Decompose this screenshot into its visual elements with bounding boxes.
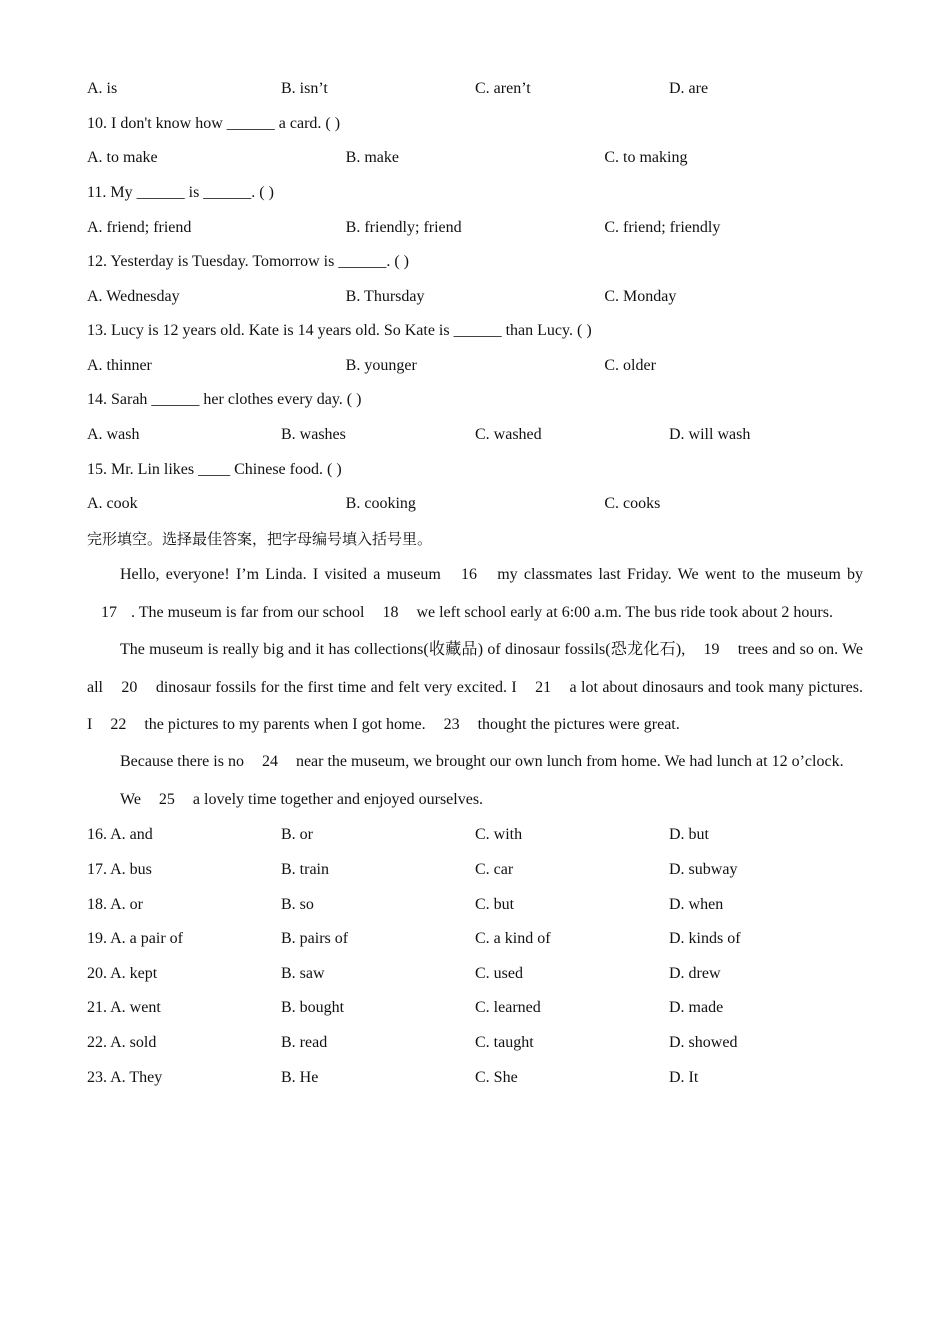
option: 19. A. a pair of <box>87 930 183 948</box>
option: D. but <box>669 826 709 844</box>
option: C. Monday <box>604 287 677 305</box>
passage-text: trees and so on. We all <box>87 641 863 696</box>
option: C. but <box>475 895 515 913</box>
option: D. when <box>669 895 724 913</box>
options-row-q9 <box>87 72 863 107</box>
options-row-q15 <box>87 487 863 522</box>
option: B. or <box>281 826 313 844</box>
option: C. used <box>475 964 523 982</box>
passage-text: my classmates last Friday. We went to the museum by <box>491 566 863 584</box>
blank-21: 21 <box>535 678 552 696</box>
option: B. He <box>281 1068 319 1086</box>
option: 17. A. bus <box>87 861 152 879</box>
options-row-q13 <box>87 349 863 384</box>
question-stem-11: 11. My ______ is ______. ( ) <box>87 183 274 201</box>
options-row-q17 <box>87 853 863 888</box>
options-row-q11 <box>87 210 863 245</box>
option: 18. A. or <box>87 895 143 913</box>
option: C. older <box>604 357 656 375</box>
option: D. made <box>669 999 724 1017</box>
option: A. thinner <box>87 357 152 375</box>
cloze-paragraph-3 <box>87 743 863 780</box>
option: B. Thursday <box>345 287 425 305</box>
option: B. friendly; friend <box>345 218 462 236</box>
question-stem-12: 12. Yesterday is Tuesday. Tomorrow is ______. ( ) <box>87 252 409 270</box>
option: C. cooks <box>604 495 661 513</box>
option: B. make <box>345 149 399 167</box>
passage-text: Hello, everyone! I’m Linda. I visited a museum <box>120 566 448 584</box>
options-row-q19 <box>87 922 863 957</box>
option: B. read <box>281 1034 328 1052</box>
options-row-q18 <box>87 887 863 922</box>
blank-18: 18 <box>382 603 399 621</box>
blank-23: 23 <box>443 715 460 733</box>
passage-text: the pictures to my parents when I got home. <box>140 715 430 733</box>
option: A. wash <box>87 426 140 444</box>
option: A. friend; friend <box>87 218 192 236</box>
question-stem-15: 15. Mr. Lin likes ____ Chinese food. ( ) <box>87 460 342 478</box>
options-row-q16 <box>87 818 863 853</box>
option: B. pairs of <box>281 930 349 948</box>
question-stem-14: 14. Sarah ______ her clothes every day. ( ) <box>87 391 362 409</box>
blank-22: 22 <box>110 715 127 733</box>
option: C. taught <box>475 1034 534 1052</box>
question-stem-13: 13. Lucy is 12 years old. Kate is 14 years old. So Kate is ______ than Lucy. ( ) <box>87 322 592 340</box>
options-row-q22 <box>87 1026 863 1061</box>
passage-text: . The museum is far from our school <box>131 603 369 621</box>
section-heading: 完形填空。选择最佳答案，把字母编号填入括号里。 <box>87 529 433 548</box>
option: C. to making <box>604 149 688 167</box>
option: B. isn’t <box>281 80 328 98</box>
options-row-q21 <box>87 991 863 1026</box>
options-row-q23 <box>87 1060 863 1095</box>
option: 21. A. went <box>87 999 161 1017</box>
option: D. kinds of <box>669 930 741 948</box>
option: D. will wash <box>669 426 751 444</box>
option: B. saw <box>281 964 325 982</box>
options-row-q20 <box>87 957 863 992</box>
question-stem-10: 10. I don't know how ______ a card. ( ) <box>87 114 341 132</box>
option: D. It <box>669 1068 699 1086</box>
options-row-q10 <box>87 141 863 176</box>
blank-16: 16 <box>461 566 478 584</box>
option: 20. A. kept <box>87 964 158 982</box>
option: C. aren’t <box>475 80 531 98</box>
passage-text: thought the pictures were great. <box>473 715 680 733</box>
option: 23. A. They <box>87 1068 163 1086</box>
option: C. with <box>475 826 523 844</box>
option: D. drew <box>669 964 721 982</box>
cloze-paragraph-4 <box>87 781 863 818</box>
blank-24: 24 <box>261 753 278 771</box>
option: B. so <box>281 895 314 913</box>
options-row-q12 <box>87 280 863 315</box>
option: D. are <box>669 80 709 98</box>
option: D. showed <box>669 1034 738 1052</box>
option: C. learned <box>475 999 541 1017</box>
option: C. washed <box>475 426 542 444</box>
blank-25: 25 <box>158 790 175 808</box>
passage-text: Because there is no <box>120 753 248 771</box>
passage-text: We <box>120 790 145 808</box>
option: C. a kind of <box>475 930 551 948</box>
option: D. subway <box>669 861 738 879</box>
option: B. bought <box>281 999 345 1017</box>
options-row-q14 <box>87 418 863 453</box>
passage-text: near the museum, we brought our own lunch from home. We had lunch at 12 o’clock. <box>291 753 844 771</box>
passage-text: dinosaur fossils for the first time and felt very excited. I <box>151 678 522 696</box>
passage-text: a lot about dinosaurs and took many pictures. I <box>87 678 863 733</box>
option: A. to make <box>87 149 158 167</box>
option: 16. A. and <box>87 826 153 844</box>
option: C. friend; friendly <box>604 218 721 236</box>
option: A. is <box>87 80 118 98</box>
option: B. cooking <box>345 495 416 513</box>
cloze-paragraph-1 <box>87 556 863 631</box>
option: C. car <box>475 861 514 879</box>
blank-19: 19 <box>703 641 720 659</box>
option: B. train <box>281 861 329 879</box>
option: 22. A. sold <box>87 1034 157 1052</box>
cloze-paragraph-2 <box>87 631 863 743</box>
option: B. washes <box>281 426 346 444</box>
option: A. cook <box>87 495 138 513</box>
blank-17: 17 <box>101 603 117 621</box>
option: A. Wednesday <box>87 287 180 305</box>
passage-text: The museum is really big and it has collections(收藏品) of dinosaur fossils(恐龙化石), <box>120 641 690 659</box>
worksheet-page <box>87 72 863 1095</box>
blank-20: 20 <box>121 678 138 696</box>
option: C. She <box>475 1068 518 1086</box>
passage-text: a lovely time together and enjoyed ourselves. <box>188 790 484 808</box>
option: B. younger <box>345 357 417 375</box>
passage-text: we left school early at 6:00 a.m. The bus ride took about 2 hours. <box>412 603 833 621</box>
